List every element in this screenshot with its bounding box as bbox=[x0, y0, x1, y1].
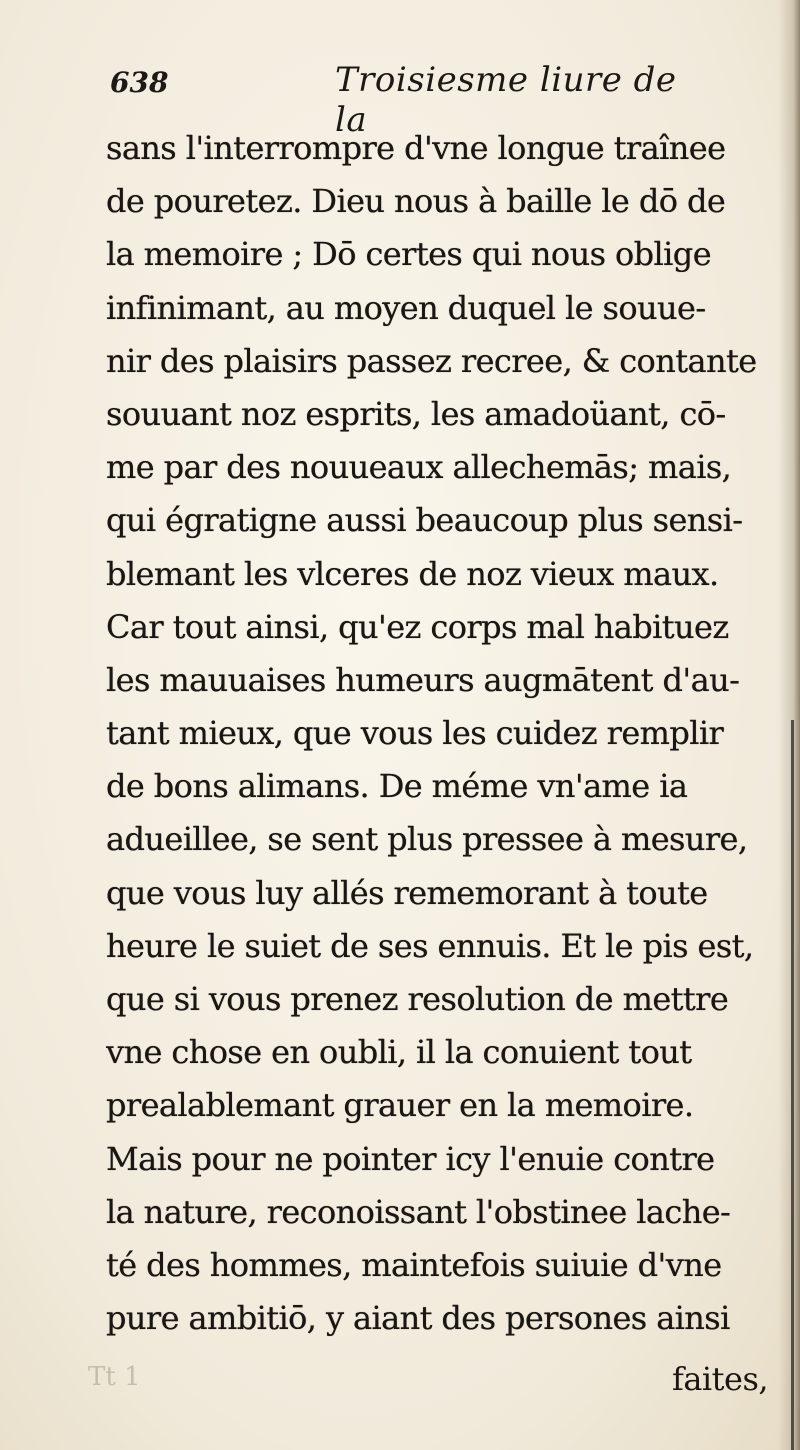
page-header bbox=[110, 60, 710, 140]
text-line: nir des plaisirs passez recree, & contante bbox=[106, 341, 757, 380]
text-line: de bons alimans. De méme vn'ame ia bbox=[106, 767, 688, 806]
catchword: faites, bbox=[672, 1360, 769, 1398]
text-line: que si vous prenez resolution de mettre bbox=[106, 980, 729, 1018]
text-line: les mauuaises humeurs augmātent d'au- bbox=[106, 660, 740, 699]
text-line: vne chose en oubli, il la conuient tout bbox=[106, 1033, 692, 1072]
text-line: Mais pour ne pointer icy l'enuie contre bbox=[106, 1139, 715, 1178]
running-title: Troisiesme liure de la bbox=[335, 60, 677, 140]
text-line: tant mieux, que vous les cuidez remplir bbox=[106, 714, 724, 753]
text-line: sans l'interrompre d'vne longue traînee bbox=[106, 129, 726, 167]
body-text bbox=[106, 122, 786, 1345]
text-line: la nature, reconoissant l'obstinee lache- bbox=[106, 1192, 731, 1231]
text-line: souuant noz esprits, les amadoüant, cō- bbox=[106, 394, 726, 433]
text-line: adueillee, se sent plus pressee à mesure, bbox=[106, 820, 748, 859]
text-line: Car tout ainsi, qu'ez corps mal habituez bbox=[106, 607, 729, 646]
text-line: pure ambitiō, y aiant des persones ainsi bbox=[106, 1299, 730, 1338]
text-line: heure le suiet de ses ennuis. Et le pis est, bbox=[106, 926, 754, 965]
text-line: qui égratigne aussi beaucoup plus sensi- bbox=[106, 501, 743, 540]
text-line: de pouretez. Dieu nous à baille le dō de bbox=[106, 182, 726, 221]
text-line: té des hommes, maintefois suiuie d'vne bbox=[106, 1245, 722, 1284]
text-line: prealablemant grauer en la memoire. bbox=[106, 1086, 694, 1125]
text-line: blemant les vlceres de noz vieux maux. bbox=[106, 554, 719, 593]
text-line: que vous luy allés rememorant à toute bbox=[106, 873, 708, 912]
page-edge-line bbox=[791, 720, 794, 1450]
text-line: infinimant, au moyen duquel le souue- bbox=[106, 288, 706, 327]
page-number: 638 bbox=[110, 66, 169, 99]
signature-mark: Tt 1 bbox=[88, 1362, 141, 1392]
text-line: la memoire ; Dō certes qui nous oblige bbox=[106, 235, 712, 274]
text-line: me par des nouueaux allechemās; mais, bbox=[106, 448, 732, 487]
